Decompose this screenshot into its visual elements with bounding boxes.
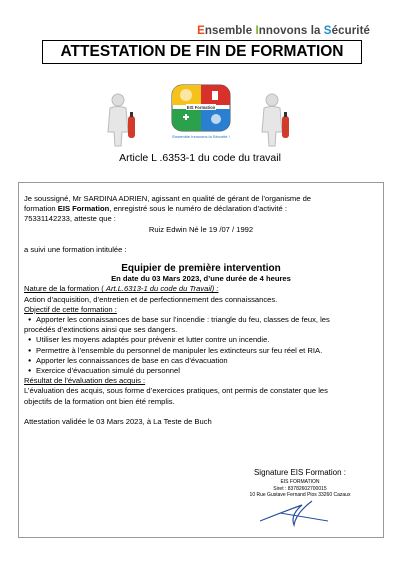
course-title: Equipier de première intervention — [121, 263, 281, 275]
objective-label: Objectif de cette formation : — [24, 304, 117, 314]
objective-item-cont: procédés d’extinctions ainsi que ses dangers. — [24, 325, 178, 335]
intro-line: 75331142233, atteste que : — [24, 214, 116, 224]
objective-item: ● Exercice d’évacuation simulé du personnel — [24, 366, 378, 376]
firefighter-figure-right — [258, 92, 294, 148]
nature-text: Action d’acquisition, d’entretien et de perfectionnement des connaissances. — [24, 294, 278, 304]
eis-formation-logo — [170, 83, 232, 141]
document-title: ATTESTATION DE FIN DE FORMATION — [42, 40, 362, 64]
svg-text:EIS Formation: EIS Formation — [186, 105, 216, 110]
signature-title: Signature EIS Formation : — [253, 468, 347, 477]
company-stamp: EIS FORMATION Siret : 83782602700015 10 Rue Gustave Fernand Pios 33260 Cazaux — [249, 479, 351, 498]
intro-line: Je soussigné, Mr SARDINA ADRIEN, agissant en qualité de gérant de l’organisme de — [24, 194, 312, 203]
handwritten-signature — [250, 495, 340, 529]
nature-label: Nature de la formation ( Art.L.6313-1 du code du Travail) : — [24, 284, 219, 294]
followed-text: a suivi une formation intitulée : — [24, 244, 127, 254]
signature-block — [238, 468, 362, 499]
attestation-body — [24, 194, 378, 427]
svg-text:Ensemble Innovons la Sécurité: Ensemble Innovons la Sécurité ! — [172, 134, 230, 139]
objective-item: ● Apporter les connaissances de base sur l’incendie : triangle du feu, classes de feux, les — [24, 315, 378, 325]
validation-text: Attestation validée le 03 Mars 2023, à La Teste de Buch — [24, 416, 212, 426]
trainee-name: Ruiz Edwin Né le 19 /07 / 1992 — [148, 224, 254, 234]
result-text: objectifs de la formation ont bien été remplis. — [24, 396, 175, 406]
firefighter-figure-left — [104, 92, 140, 148]
result-label: Résultat de l’évaluation des acquis : — [24, 376, 146, 386]
article-reference: Article L .6353-1 du code du travail — [119, 152, 281, 164]
slogan: Ensemble Innovons la Sécurité — [197, 25, 370, 37]
objective-item: ● Apporter les connaissances de base en cas d’évacuation — [24, 356, 378, 366]
objective-item: ● Utiliser les moyens adaptés pour prévenir et lutter contre un incendie. — [24, 335, 378, 345]
intro-line: formation EIS Formation, enregistré sous le numéro de déclaration d’activité : — [24, 204, 287, 214]
course-date: En date du 03 Mars 2023, d’une durée de 4 heures — [111, 274, 291, 284]
objective-item: ● Permettre à l’ensemble du personnel de manipuler les extincteurs sur feu réel et RIA. — [24, 346, 378, 356]
result-text: L’évaluation des acquis, sous forme d’exercices pratiques, ont permis de constater que les — [24, 386, 328, 396]
